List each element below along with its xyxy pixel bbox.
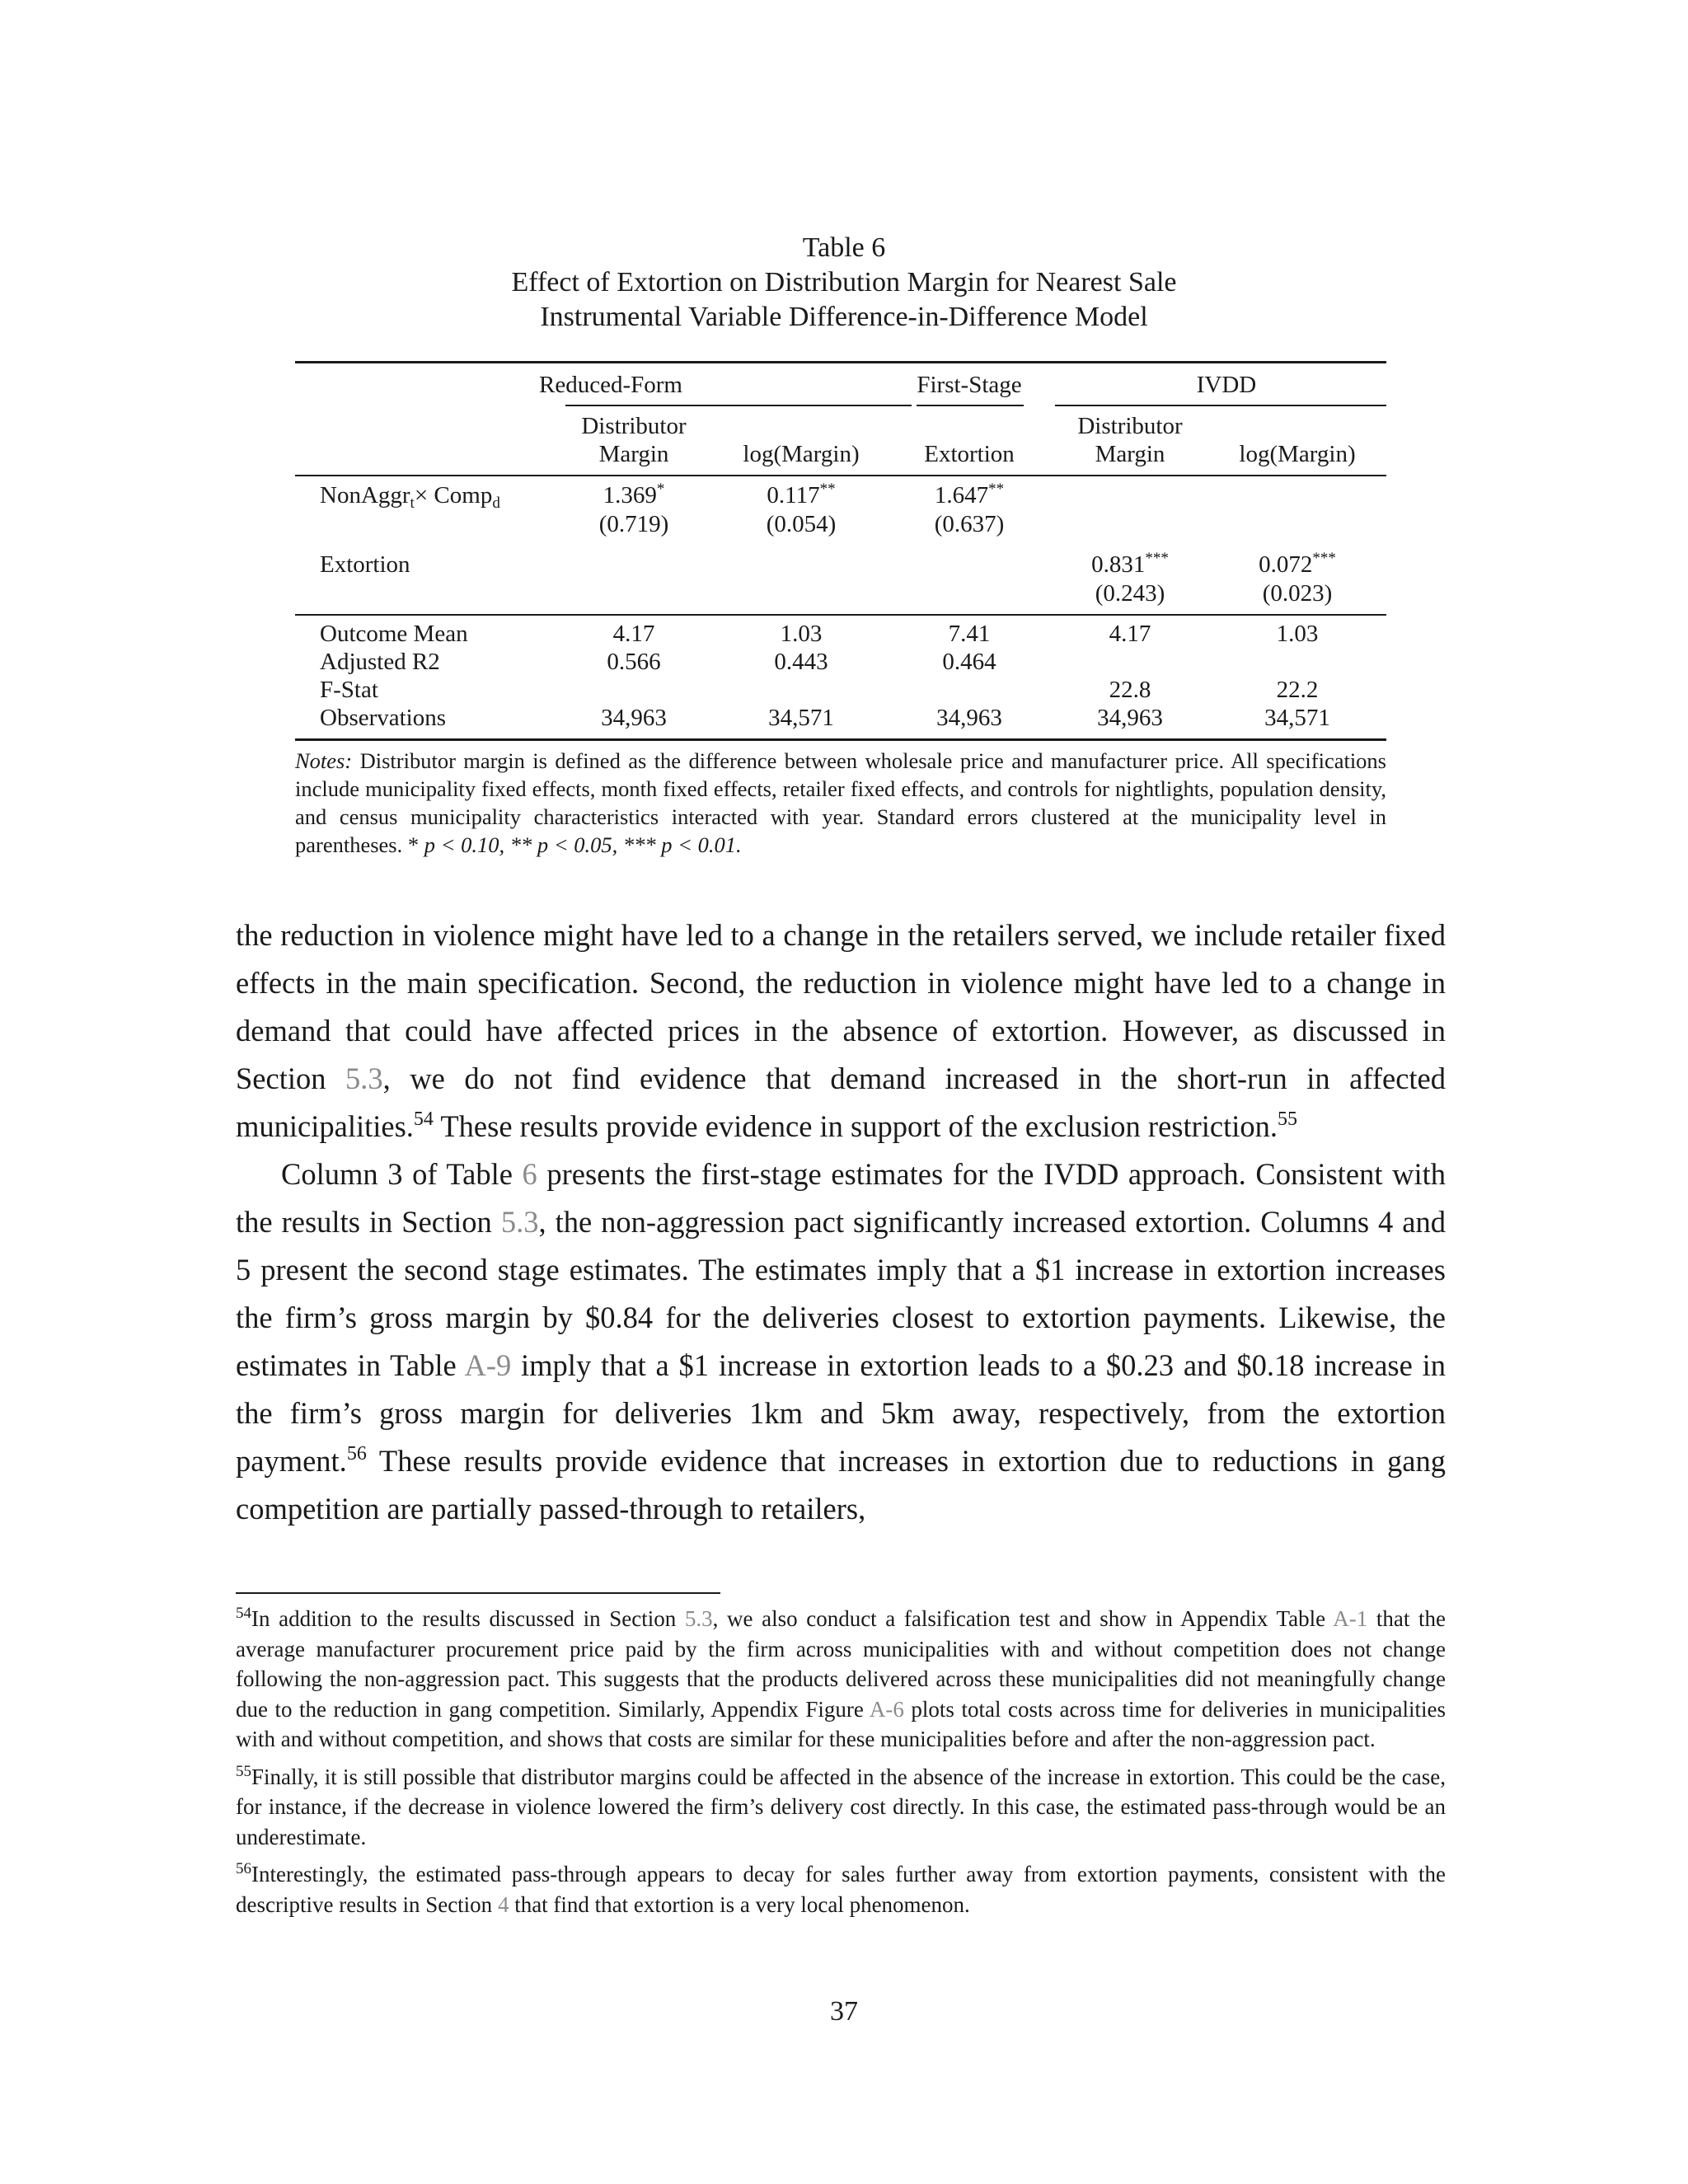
se-cell: (0.054) [766, 511, 837, 537]
se-cell: (0.023) [1262, 580, 1333, 607]
table-label: Table 6 [802, 232, 886, 263]
coef-cell: 1.369* [603, 480, 665, 509]
row-label-observations: Observations [320, 705, 447, 731]
se-cell: (0.719) [598, 511, 669, 537]
stat-cell: 4.17 [1109, 621, 1151, 647]
appendix-table-link[interactable]: A-1 [1333, 1606, 1368, 1631]
col-header: log(Margin) [1239, 441, 1356, 467]
table-top-rule [295, 361, 1386, 363]
footnote-ref[interactable]: 55 [1278, 1108, 1298, 1130]
section-link[interactable]: 5.3 [500, 1205, 539, 1239]
coef-cell: 0.831*** [1091, 550, 1169, 578]
row-label-fstat: F-Stat [320, 677, 378, 703]
stat-cell: 22.8 [1109, 677, 1151, 703]
table-link[interactable]: 6 [522, 1157, 537, 1191]
col-header: Extortion [924, 441, 1015, 467]
header-rule [295, 475, 1386, 476]
table-title: Effect of Extortion on Distribution Margin for Nearest Sale [511, 267, 1177, 298]
stat-cell: 34,963 [601, 705, 667, 731]
row-label-nonaggr: NonAggr$_t$× Comp$_d$ [320, 482, 500, 512]
body-paragraph: the reduction in violence might have led to a change in the retailers served, we include retailer fixed effects in the main specification. Second, the reduction in violence might have led to a change in demand that could have affected prices in the absence of extortion. However, as discussed in Section 5.3, we do not find evidence that demand increased in the short-run in affected municipalities.$^{54}$ These results provide evidence in support of the exclusion restriction.$^{55}$ Column 3 of Table 6 presents the first-stage estimates for the IVDD approach. Consistent with the results in Section 5.3, the non-aggression pact significantly increased extortion. Columns 4 and 5 present the second stage estimates. The estimates imply that a $1 increase in extortion increases the firm’s gross margin by $0.84 for the deliveries closest to extortion payments. Likewise, the estimates in Table A-9 imply that a $1 increase in extortion leads to a $0.23 and $0.18 increase in the firm’s gross margin for deliveries 1km and 5km away, respectively, from the extortion payment.$^{56}$ These results provide evidence that increases in extortion due to reductions in gang competition are partially passed-through to retailers, [236, 918, 1447, 1526]
footnote-55: $^{55}$Finally, it is still possible that distributor margins could be affected in the absence of the increase in extortion. This could be the case, for instance, if the decrease in violence lowered the firm’s delivery cost directly. In this case, the estimated pass-through would be an underestimate. [236, 1762, 1446, 1849]
group-header: Reduced-Form [539, 372, 682, 398]
stat-cell: 34,963 [1097, 705, 1163, 731]
coef-cell: 0.072*** [1259, 550, 1336, 578]
table-bottom-rule [295, 738, 1386, 741]
stat-cell: 0.443 [774, 649, 828, 675]
stat-cell: 7.41 [948, 621, 991, 647]
col-header: log(Margin) [743, 441, 860, 467]
row-label-outcome-mean: Outcome Mean [320, 621, 468, 647]
row-label-extortion: Extortion [320, 551, 410, 578]
group-underline [917, 405, 1024, 406]
footnote-rule [236, 1592, 720, 1594]
stat-cell: 34,571 [768, 705, 834, 731]
section-link[interactable]: 5.3 [684, 1606, 713, 1631]
col-header-line1: Distributor [581, 413, 687, 439]
col-header: Margin [1095, 441, 1165, 467]
footnote-56: $^{56}$Interestingly, the estimated pass-through appears to decay for sales further away from extortion payments, consistent with the descriptive results in Section 4 that find that extortion is a very local phenomenon. [236, 1860, 1446, 1917]
section-link[interactable]: 4 [497, 1891, 509, 1917]
group-header: First-Stage [917, 372, 1022, 398]
footnote-54: $^{54}$In addition to the results discussed in Section 5.3, we also conduct a falsification test and show in Appendix Table A-1 that the average manufacturer procurement price paid by the firm across municipalities with and without competition does not change following the non-aggression pact. This suggests that the products delivered across these municipalities did not meaningfully change due to the reduction in gang competition. Similarly, Appendix Figure A-6 plots total costs across time for deliveries in municipalities with and without competition, and shows that costs are similar for these municipalities before and after the non-aggression pact. [236, 1605, 1446, 1751]
stat-cell: 4.17 [612, 621, 655, 647]
stat-cell: 34,571 [1264, 705, 1330, 731]
se-cell: (0.243) [1095, 580, 1165, 607]
appendix-figure-link[interactable]: A-6 [869, 1696, 904, 1722]
section-link[interactable]: 5.3 [345, 1062, 383, 1095]
appendix-table-link[interactable]: A-9 [464, 1348, 512, 1382]
col-header: Margin [598, 441, 669, 467]
stat-cell: 1.03 [1276, 621, 1319, 647]
stat-cell: 0.566 [607, 649, 661, 675]
footnote-ref[interactable]: 54 [413, 1108, 434, 1130]
table-subtitle: Instrumental Variable Difference-in-Difference Model [540, 302, 1148, 332]
table-notes: Notes: Distributor margin is defined as the difference between wholesale price and manufacturer price. All specifications include municipality fixed effects, month fixed effects, retailer fixed effects, and controls for nightlights, population density, and census municipality characteristics interacted with year. Standard errors clustered at the municipality level in parentheses. * p < 0.10, ** p < 0.05, *** p < 0.01. [295, 748, 1386, 857]
se-cell: (0.637) [934, 511, 1005, 537]
coef-cell: 0.117** [767, 480, 836, 509]
group-underline [565, 405, 912, 406]
col-header-line1: Distributor [1077, 413, 1183, 439]
stat-cell: 22.2 [1276, 677, 1319, 703]
group-header: IVDD [1196, 372, 1257, 398]
page-number: 37 [830, 1996, 858, 2027]
stat-cell: 34,963 [936, 705, 1002, 731]
stat-cell: 1.03 [780, 621, 823, 647]
footnote-ref[interactable]: 56 [346, 1443, 367, 1465]
group-underline [1055, 405, 1386, 406]
stat-cell: 0.464 [942, 649, 996, 675]
coef-cell: 1.647** [934, 480, 1005, 509]
footnotes [236, 1604, 1446, 1927]
row-label-adjusted-r2: Adjusted R2 [320, 649, 440, 675]
stats-rule [295, 614, 1386, 616]
